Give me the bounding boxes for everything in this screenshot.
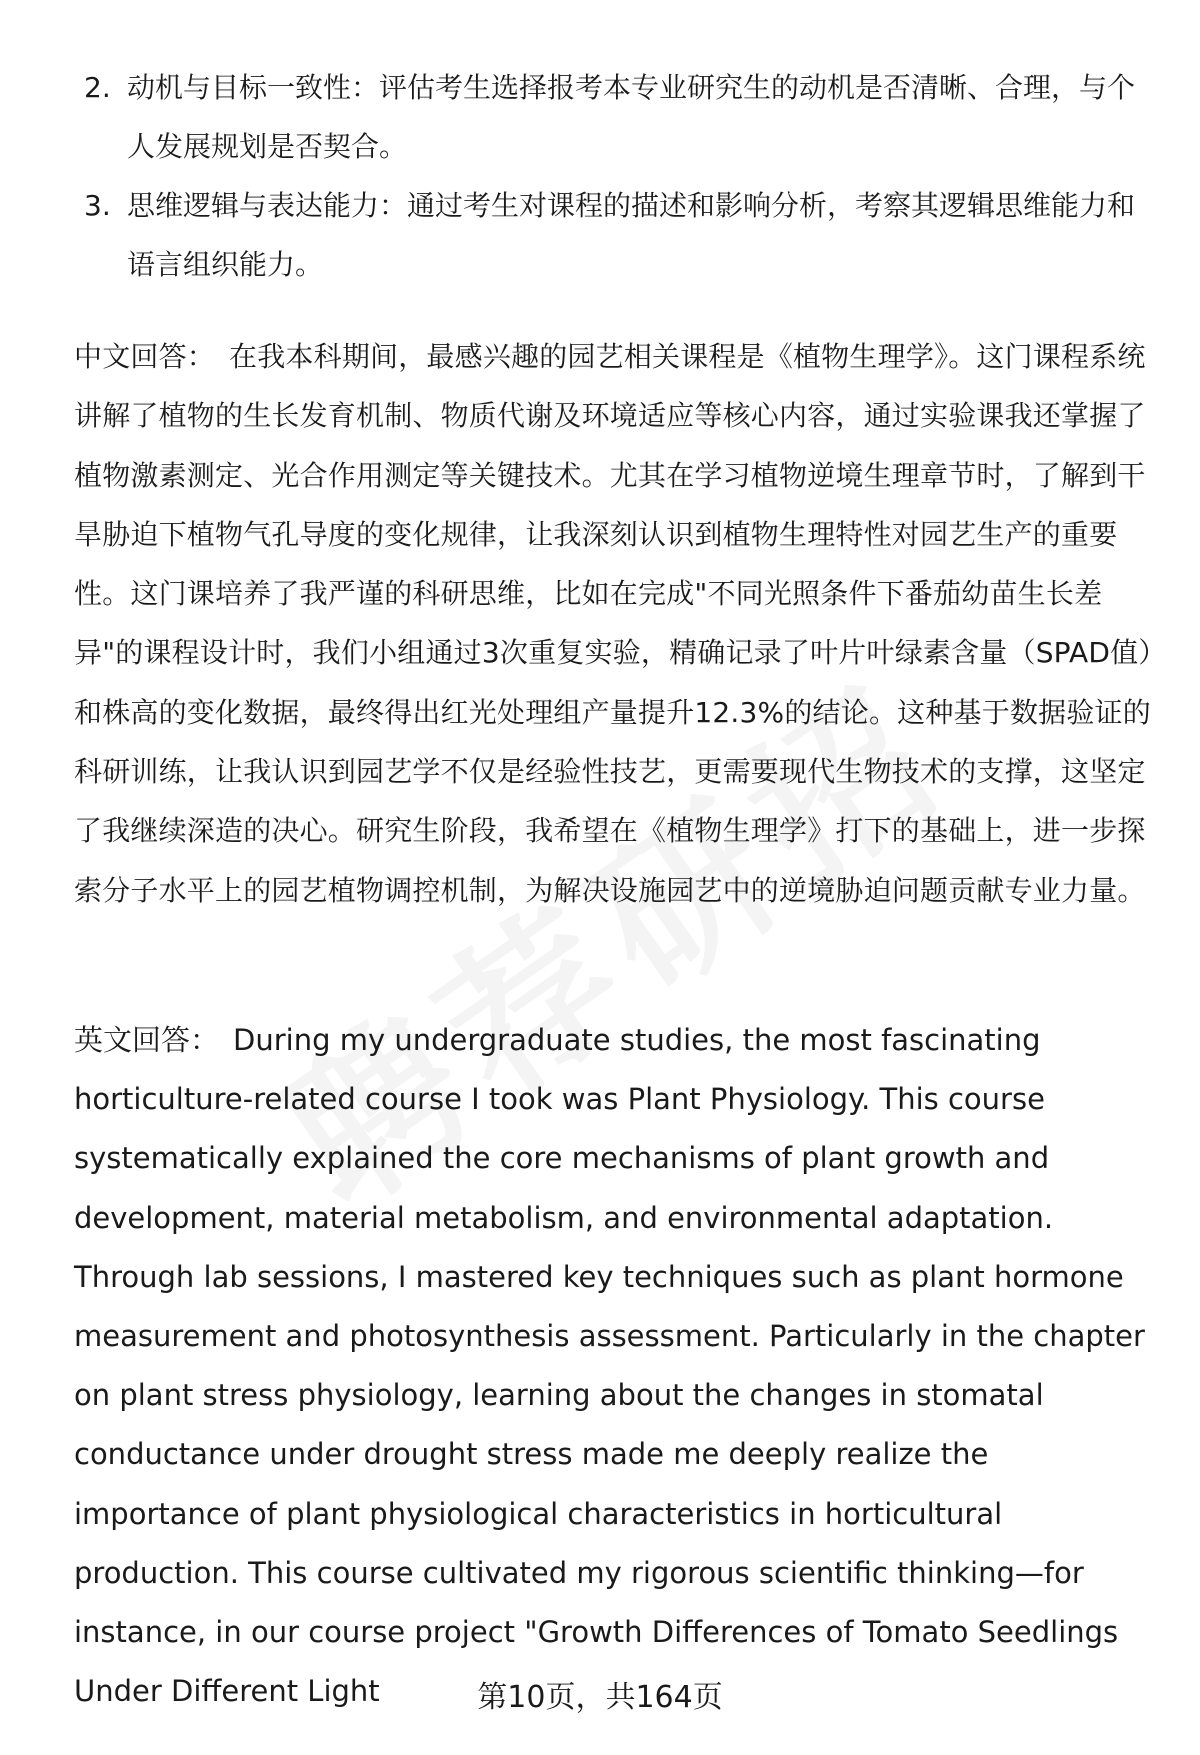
criteria-text: 思维逻辑与表达能力：通过考生对课程的描述和影响分析，考察其逻辑思维能力和语言组织能力。 [127, 189, 1136, 281]
criteria-item [74, 176, 1144, 294]
english-answer [74, 1011, 1160, 1721]
criteria-number: 3. [84, 189, 111, 222]
criteria-item [74, 58, 1144, 176]
chinese-answer-label: 中文回答： [74, 340, 216, 373]
chinese-answer [74, 327, 1160, 920]
english-answer-text: During my undergraduate studies, the most fascinating horticulture-related course I took was Plant Physiology. This course systematically explained the core mechanisms of plant growth and development, material metabolism, and environmental adaptation. Through lab sessions, I mastered key techniques such as plant hormone measurement and photosynthesis assessment. Particularly in the chapter on plant stress physiology, learning about the changes in stomatal conductance under drought stress made me deeply realize the importance of plant physiological characteristics in horticultural production. This course cultivated my rigorous scientific thinking—for instance, in our course project "Growth Differences of Tomato Seedlings Under Different Light [74, 1023, 1145, 1709]
evaluation-criteria-list [74, 58, 1144, 294]
criteria-number: 2. [84, 71, 111, 104]
chinese-answer-text: 在我本科期间，最感兴趣的园艺相关课程是《植物生理学》。这门课程系统讲解了植物的生长发育机制、物质代谢及环境适应等核心内容，通过实验课我还掌握了植物激素测定、光合作用测定等关键技术。尤其在学习植物逆境生理章节时，了解到干旱胁迫下植物气孔导度的变化规律，让我深刻认识到植物生理特性对园艺生产的重要性。这门课培养了我严谨的科研思维，比如在完成"不同光照条件下番茄幼苗生长差异"的课程设计时，我们小组通过3次重复实验，精确记录了叶片叶绿素含量（SPAD值）和株高的变化数据，最终得出红光处理组产量提升12.3%的结论。这种基于数据验证的科研训练，让我认识到园艺学不仅是经验性技艺，更需要现代生物技术的支撑，这坚定了我继续深造的决心。研究生阶段，我希望在《植物生理学》打下的基础上，进一步探索分子水平上的园艺植物调控机制，为解决设施园艺中的逆境胁迫问题贡献专业力量。 [74, 340, 1153, 907]
english-answer-label: 英文回答： [74, 1023, 220, 1057]
criteria-text: 动机与目标一致性：评估考生选择报考本专业研究生的动机是否清晰、合理，与个人发展规划是否契合。 [127, 71, 1136, 163]
page-number: 第10页，共164页 [477, 1680, 723, 1715]
